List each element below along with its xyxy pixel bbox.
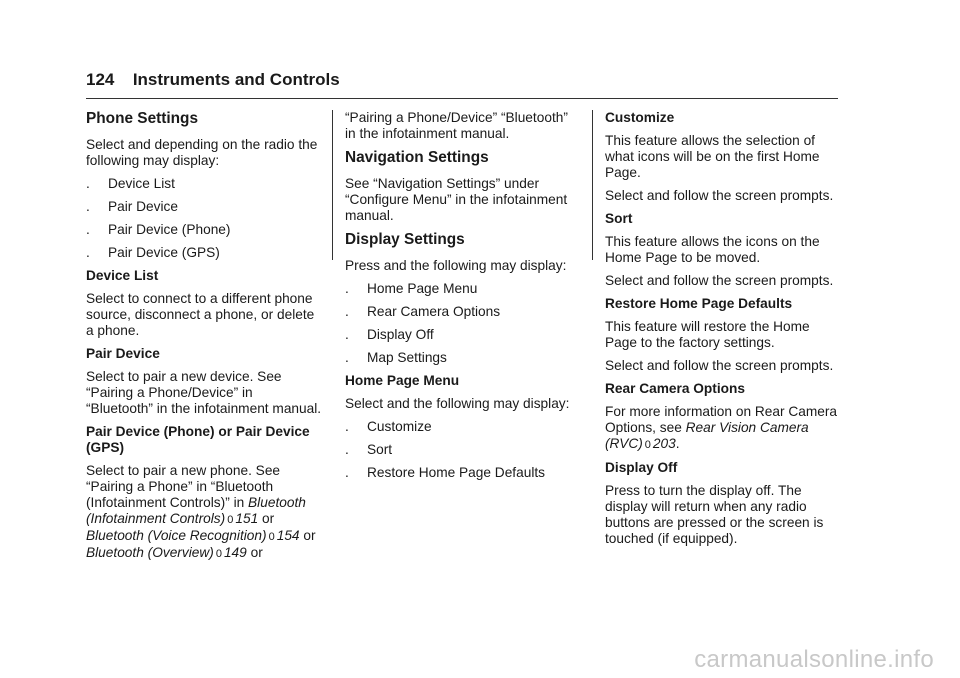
list-item: . Pair Device (Phone) xyxy=(86,222,231,237)
column-3 xyxy=(605,110,838,554)
pair-phone-text: Select to pair a new phone. See “Pairing a Phone” in “Bluetooth (Infotainment Controls)” in Bluetooth (Infotainment Controls) 0 151 or Bluetooth (Voice Recognition) 0 154 or Bluetooth (Overview) 0 149 or xyxy=(86,463,316,560)
pair-device-text: Select to pair a new device. See “Pairing a Phone/Device” in “Bluetooth” in the infotainment manual. xyxy=(86,369,322,416)
page-header xyxy=(86,70,340,90)
list-item: . Pair Device (GPS) xyxy=(86,245,220,260)
sort-title: Sort xyxy=(605,211,633,226)
display-off-text: Press to turn the display off. The display will return when any radio buttons are pressed or the screen is touched (if equipped). xyxy=(605,483,824,546)
watermark: carmanualsonline.info xyxy=(694,646,934,673)
sort-follow: Select and follow the screen prompts. xyxy=(605,273,834,288)
customize-text: This feature allows the selection of what icons will be on the first Home Page. xyxy=(605,133,820,180)
column-1 xyxy=(86,110,322,569)
bluetooth-infotainment-link[interactable]: Bluetooth (Infotainment Controls) xyxy=(86,495,306,526)
list-item: . Display Off xyxy=(345,327,434,342)
rear-camera-title: Rear Camera Options xyxy=(605,381,745,396)
list-item: . Pair Device xyxy=(86,199,178,214)
display-settings-intro: Press and the following may display: xyxy=(345,258,567,273)
list-item: . Map Settings xyxy=(345,350,447,365)
page-ref-icon: 0 xyxy=(215,548,222,560)
navigation-settings-heading: Navigation Settings xyxy=(345,149,489,166)
display-off-title: Display Off xyxy=(605,460,678,475)
restore-follow: Select and follow the screen prompts. xyxy=(605,358,834,373)
list-item: . Rear Camera Options xyxy=(345,304,501,319)
list-item: . Device List xyxy=(86,176,175,191)
bluetooth-overview-link[interactable]: Bluetooth (Overview) xyxy=(86,545,214,560)
restore-text: This feature will restore the Home Page to the factory settings. xyxy=(605,319,810,350)
rear-vision-camera-link[interactable]: Rear Vision Camera (RVC) xyxy=(605,420,809,451)
list-item: . Restore Home Page Defaults xyxy=(345,465,546,480)
restore-title: Restore Home Page Defaults xyxy=(605,296,793,311)
device-list-text: Select to connect to a different phone source, disconnect a phone, or delete a phone. xyxy=(86,291,315,338)
sort-text: This feature allows the icons on the Home Page to be moved. xyxy=(605,234,820,265)
phone-settings-heading: Phone Settings xyxy=(86,110,199,127)
list-item: . Home Page Menu xyxy=(345,281,478,296)
page-ref-icon: 0 xyxy=(644,439,651,451)
list-item: . Customize xyxy=(345,419,432,434)
pair-phone-gps-title: Pair Device (Phone) or Pair Device (GPS) xyxy=(86,424,310,455)
bluetooth-voice-link[interactable]: Bluetooth (Voice Recognition) xyxy=(86,528,267,543)
device-list-title: Device List xyxy=(86,268,159,283)
pair-device-title: Pair Device xyxy=(86,346,160,361)
page-ref-icon: 0 xyxy=(227,514,234,526)
navigation-settings-text: See “Navigation Settings” under “Configure Menu” in the infotainment manual. xyxy=(345,176,568,223)
home-page-menu-intro: Select and the following may display: xyxy=(345,396,570,411)
header-rule xyxy=(86,98,838,99)
list-item: . Sort xyxy=(345,442,393,457)
continued-text: “Pairing a Phone/Device” “Bluetooth” in the infotainment manual. xyxy=(345,110,568,141)
home-page-menu-title: Home Page Menu xyxy=(345,373,460,388)
display-settings-heading: Display Settings xyxy=(345,231,465,248)
page-ref-icon: 0 xyxy=(268,531,275,543)
column-divider-2 xyxy=(592,110,593,260)
column-divider-1 xyxy=(332,110,333,260)
phone-settings-intro: Select and depending on the radio the following may display: xyxy=(86,137,318,168)
customize-title: Customize xyxy=(605,110,675,125)
rear-camera-text: For more information on Rear Camera Options, see Rear Vision Camera (RVC) 0 203. xyxy=(605,404,838,451)
page-number: 124 xyxy=(86,70,115,89)
customize-follow: Select and follow the screen prompts. xyxy=(605,188,834,203)
column-2 xyxy=(345,110,577,488)
chapter-title: Instruments and Controls xyxy=(132,70,340,89)
